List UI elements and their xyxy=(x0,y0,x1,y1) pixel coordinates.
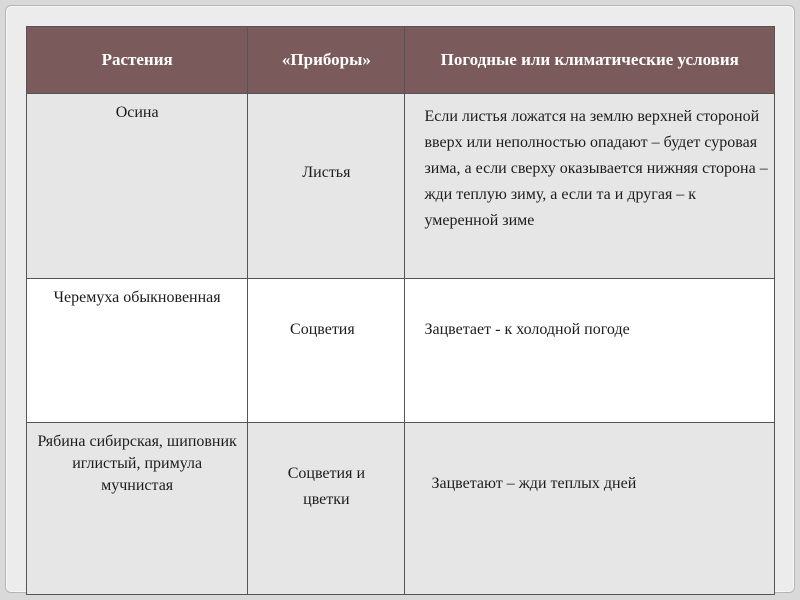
header-conditions xyxy=(405,27,775,94)
instrument-name: Соцветия и цветки xyxy=(287,465,366,508)
condition-cell xyxy=(405,279,775,423)
condition-text: Зацветают – жди теплых дней xyxy=(431,475,637,492)
header-plants: Растения xyxy=(27,27,248,94)
plant-cell xyxy=(27,279,248,423)
plant-cell xyxy=(27,94,248,279)
condition-text: Если листья ложатся на землю верхней стороной вверх или неполностью опадают – будет суровая зима, а если сверху оказывается нижняя сторона – жди теплую зиму, а если та и другая – к умеренной зиме xyxy=(424,108,768,229)
instrument-cell xyxy=(248,94,405,279)
plant-name: Черемуха обыкновенная xyxy=(53,289,221,306)
instrument-name: Соцветия xyxy=(290,321,355,338)
plant-name: Рябина сибирская, шиповник иглистый, примула мучнистая xyxy=(37,433,237,494)
condition-cell xyxy=(405,94,775,279)
table-row xyxy=(27,94,775,279)
instrument-cell xyxy=(248,279,405,423)
header-conditions-text: Погодные или климатические условия xyxy=(440,50,739,69)
plant-name: Осина xyxy=(115,104,159,121)
table-row xyxy=(27,423,775,595)
instrument-name: Листья xyxy=(302,164,351,181)
condition-text: Зацветает - к холодной погоде xyxy=(424,321,630,338)
table-header-row xyxy=(27,27,775,94)
table-row xyxy=(27,279,775,423)
header-instruments: «Приборы» xyxy=(248,27,405,94)
condition-cell xyxy=(405,423,775,595)
instrument-cell xyxy=(248,423,405,595)
plant-cell xyxy=(27,423,248,595)
folk-signs-table xyxy=(26,26,775,595)
slide xyxy=(5,5,795,593)
